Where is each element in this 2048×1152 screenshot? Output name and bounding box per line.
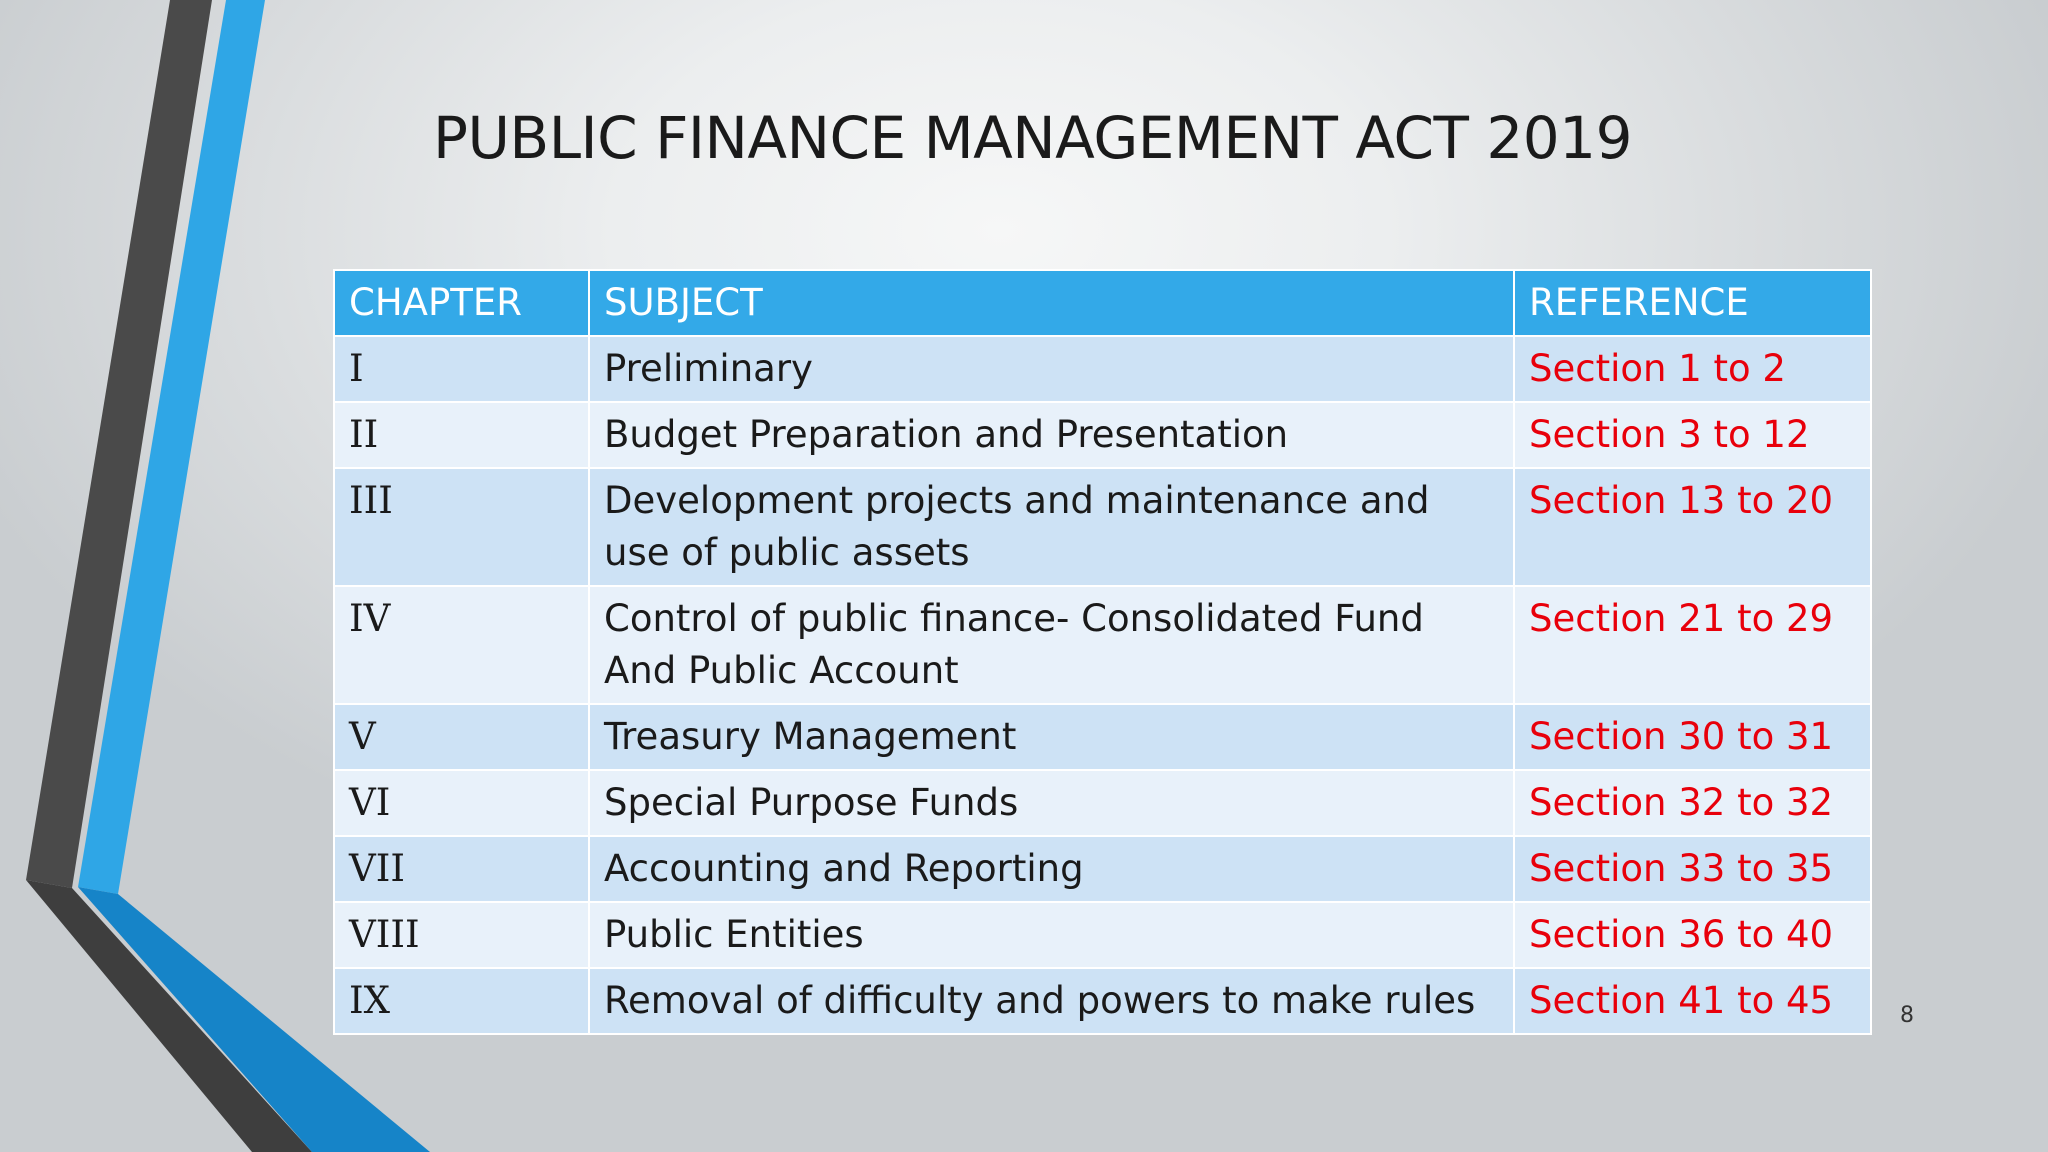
subject-cell: Accounting and Reporting: [589, 836, 1514, 902]
chapter-cell: II: [334, 402, 589, 468]
table-row: [334, 468, 1871, 586]
table-row: [334, 402, 1871, 468]
subject-cell: Special Purpose Funds: [589, 770, 1514, 836]
chapter-cell: VIII: [334, 902, 589, 968]
reference-cell: Section 3 to 12: [1514, 402, 1871, 468]
chapter-cell: III: [334, 468, 589, 586]
slide-title: PUBLIC FINANCE MANAGEMENT ACT 2019: [433, 104, 1632, 172]
table-row: [334, 770, 1871, 836]
subject-cell: Budget Preparation and Presentation: [589, 402, 1514, 468]
table-row: [334, 902, 1871, 968]
table-header-row: [334, 270, 1871, 336]
chapter-cell: V: [334, 704, 589, 770]
table-row: [334, 836, 1871, 902]
chapters-table: [333, 269, 1872, 1035]
page-number: 8: [1900, 1003, 1914, 1028]
reference-cell: Section 41 to 45: [1514, 968, 1871, 1034]
reference-cell: Section 33 to 35: [1514, 836, 1871, 902]
chapter-column-header: CHAPTER: [334, 270, 589, 336]
table-row: [334, 704, 1871, 770]
table-row: [334, 586, 1871, 704]
subject-cell: Removal of difficulty and powers to make rules: [589, 968, 1514, 1034]
table-row: [334, 336, 1871, 402]
chapter-cell: I: [334, 336, 589, 402]
dark-stripe-lower: [26, 880, 312, 1152]
subject-cell: Development projects and maintenance and use of public assets: [589, 468, 1514, 586]
chapter-cell: IX: [334, 968, 589, 1034]
reference-cell: Section 30 to 31: [1514, 704, 1871, 770]
chapter-cell: VII: [334, 836, 589, 902]
subject-cell: Preliminary: [589, 336, 1514, 402]
reference-cell: Section 21 to 29: [1514, 586, 1871, 704]
chapter-cell: VI: [334, 770, 589, 836]
subject-cell: Control of public finance- Consolidated Fund And Public Account: [589, 586, 1514, 704]
reference-cell: Section 1 to 2: [1514, 336, 1871, 402]
reference-cell: Section 32 to 32: [1514, 770, 1871, 836]
chapter-cell: IV: [334, 586, 589, 704]
reference-cell: Section 13 to 20: [1514, 468, 1871, 586]
reference-column-header: REFERENCE: [1514, 270, 1871, 336]
subject-cell: Public Entities: [589, 902, 1514, 968]
table-row: [334, 968, 1871, 1034]
subject-column-header: SUBJECT: [589, 270, 1514, 336]
reference-cell: Section 36 to 40: [1514, 902, 1871, 968]
subject-cell: Treasury Management: [589, 704, 1514, 770]
